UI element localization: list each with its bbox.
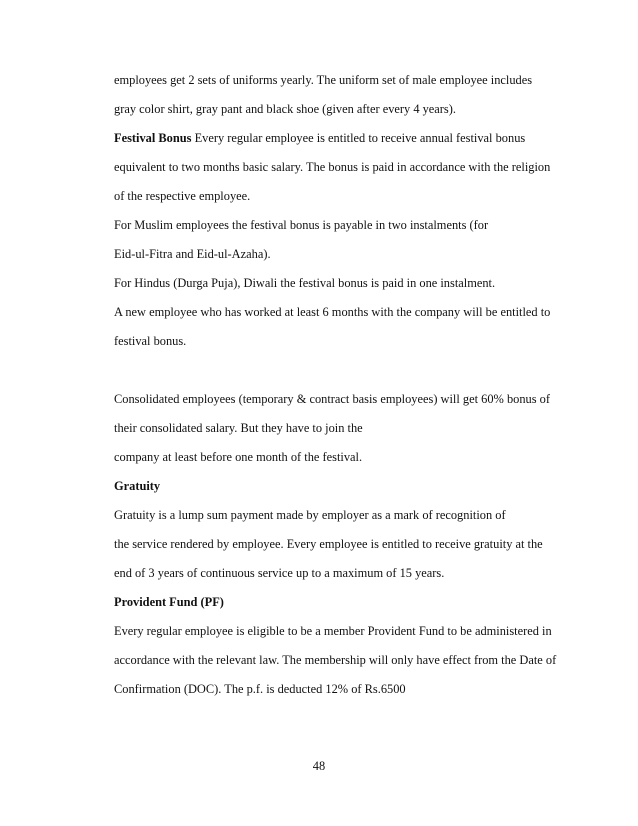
provident-fund-heading: Provident Fund (PF) xyxy=(114,595,224,609)
new-employee-line-2: festival bonus. xyxy=(114,334,187,348)
festival-bonus-label: Festival Bonus xyxy=(114,131,192,145)
gratuity-line-3: end of 3 years of continuous service up to a maximum of 15 years. xyxy=(114,566,445,580)
hindu-bonus-line: For Hindus (Durga Puja), Diwali the festival bonus is paid in one instalment. xyxy=(114,276,496,290)
festival-bonus-line-1 xyxy=(114,130,525,146)
provident-fund-line-3: Confirmation (DOC). The p.f. is deducted 12% of Rs.6500 xyxy=(114,682,406,696)
consolidated-line-3: company at least before one month of the festival. xyxy=(114,450,363,464)
festival-bonus-line-2: equivalent to two months basic salary. The bonus is paid in accordance with the religion xyxy=(114,160,551,174)
new-employee-line-1: A new employee who has worked at least 6 months with the company will be entitled to xyxy=(114,305,551,319)
festival-bonus-line-3: of the respective employee. xyxy=(114,189,251,203)
provident-fund-line-2: accordance with the relevant law. The membership will only have effect from the Date of xyxy=(114,653,557,667)
provident-fund-line-1: Every regular employee is eligible to be a member Provident Fund to be administered in xyxy=(114,624,552,638)
uniforms-text-line-1: employees get 2 sets of uniforms yearly. The uniform set of male employee includes xyxy=(114,73,533,87)
page-number: 48 xyxy=(312,759,326,773)
gratuity-heading: Gratuity xyxy=(114,479,161,493)
muslim-bonus-line-1: For Muslim employees the festival bonus is payable in two instalments (for xyxy=(114,218,489,232)
muslim-bonus-line-2: Eid-ul-Fitra and Eid-ul-Azaha). xyxy=(114,247,271,261)
uniforms-text-line-2: gray color shirt, gray pant and black shoe (given after every 4 years). xyxy=(114,102,456,116)
consolidated-line-2: their consolidated salary. But they have to join the xyxy=(114,421,363,435)
festival-bonus-text: Every regular employee is entitled to receive annual festival bonus xyxy=(191,131,526,145)
gratuity-line-2: the service rendered by employee. Every employee is entitled to receive gratuity at the xyxy=(114,537,543,551)
consolidated-line-1: Consolidated employees (temporary & contract basis employees) will get 60% bonus of xyxy=(114,392,550,406)
gratuity-line-1: Gratuity is a lump sum payment made by employer as a mark of recognition of xyxy=(114,508,506,522)
